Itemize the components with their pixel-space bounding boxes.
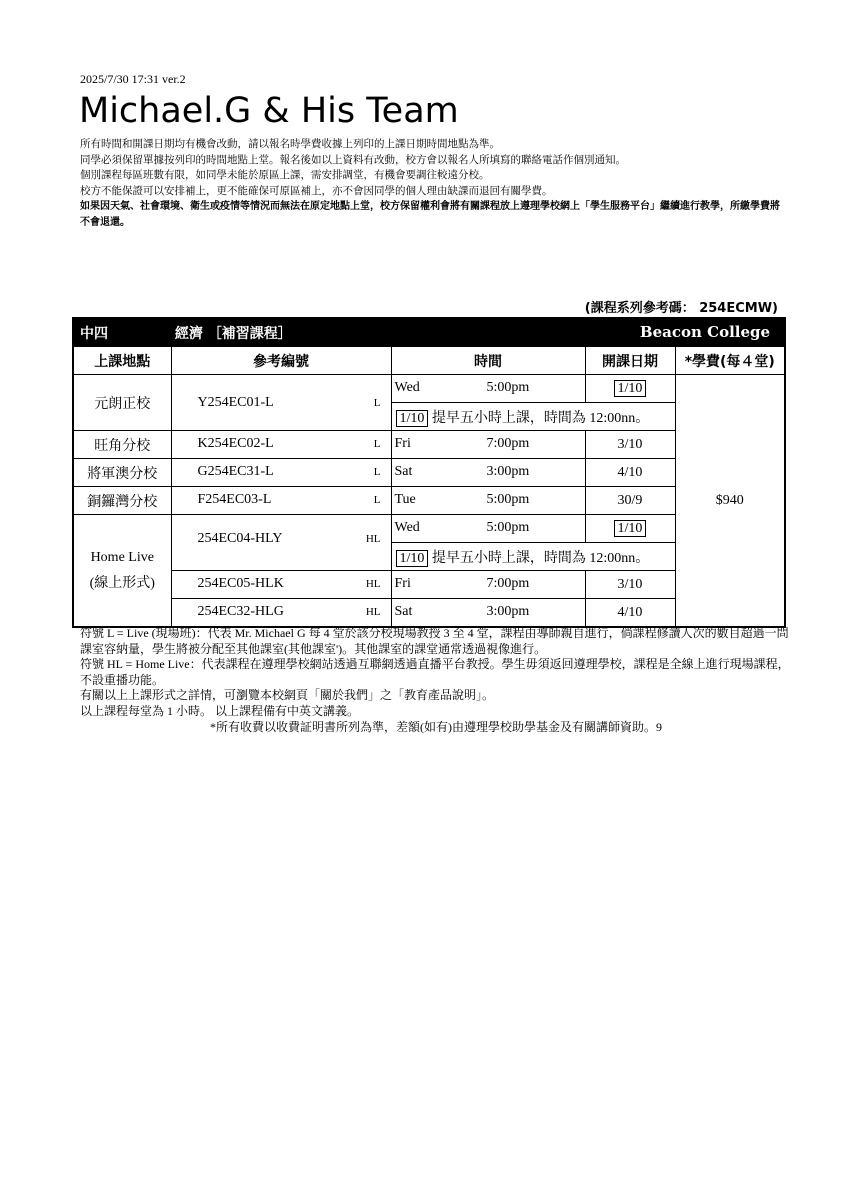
course-type: HL	[365, 533, 381, 545]
notice-block	[80, 137, 780, 230]
course-type: L	[373, 438, 381, 450]
table-row	[73, 375, 785, 403]
time-cell	[391, 571, 585, 599]
course-code: 254EC05-HLK	[197, 576, 284, 591]
fee-disclaimer: *所有收費以收費証明書所列為準，差額(如有)由遵理學校助學基金及有關講師資助。9	[210, 719, 662, 734]
footer-line: 以上課程每堂為 1 小時。 以上課程備有中英文講義。	[80, 703, 360, 718]
course-code: K254EC02-L	[197, 436, 274, 451]
start-time: 7:00pm	[486, 436, 530, 451]
code-cell	[171, 459, 391, 487]
weekday: Fri	[394, 576, 411, 591]
note-date: 1/10	[396, 550, 429, 567]
weekday: Fri	[394, 436, 411, 451]
weekday: Sat	[394, 464, 413, 479]
course-type: L	[373, 494, 381, 506]
weekday: Wed	[394, 520, 420, 535]
code-cell	[171, 431, 391, 459]
series-reference: (課程系列參考碼： 254ECMW)	[584, 301, 778, 316]
start-date: 1/10	[614, 380, 647, 397]
code-cell	[171, 487, 391, 515]
time-cell	[391, 487, 585, 515]
level-label: 中四	[80, 325, 108, 342]
start-time: 5:00pm	[486, 380, 530, 395]
notice-line: 個別課程每區班數有限，如同學未能於原區上課，需安排調堂，有機會要調往較遠分校。	[80, 170, 490, 181]
start-date: 3/10	[585, 571, 675, 599]
start-date: 30/9	[585, 487, 675, 515]
location-cell: 元朗正校	[73, 375, 171, 431]
notice-line: 所有時間和開課日期均有機會改動，請以報名時學費收據上列印的上課日期時間地點為準。	[80, 139, 500, 150]
col-header-code: 參考編號	[171, 347, 391, 375]
col-header-fee: *學費(每４堂)	[675, 347, 785, 375]
location-cell: 銅鑼灣分校	[73, 487, 171, 515]
notice-line: 同學必須保留單據按列印的時間地點上堂。報名後如以上資料有改動，校方會以報名人所填寫的聯絡電話作個別通知。	[80, 154, 626, 166]
notice-line: 校方不能保證可以安排補上，更不能確保可原區補上，亦不會因同學的個人理由缺課而退回有關學費。	[80, 185, 553, 197]
location-cell-homelive	[73, 515, 171, 628]
start-date: 4/10	[585, 459, 675, 487]
table-banner	[73, 318, 785, 347]
col-header-location: 上課地點	[73, 347, 171, 375]
date-cell	[585, 375, 675, 403]
col-header-date: 開課日期	[585, 347, 675, 375]
footer-notes	[80, 626, 792, 735]
homelive-label: Home Live	[90, 549, 154, 565]
start-time: 7:00pm	[486, 576, 530, 591]
fee-cell: $940	[675, 375, 785, 628]
page-title: Michael.G & His Team	[79, 91, 459, 131]
notice-bold: 如果因天氣、社會環境、衛生或疫情等情況而無法在原定地點上堂，校方保留權利會將有關課程放上遵理學校網上「學生服務平台」繼續進行教學，所繳學費將不會退還。	[80, 201, 780, 228]
weekday: Sat	[394, 604, 413, 619]
start-time: 5:00pm	[486, 520, 530, 535]
note-text: 提早五小時上課，時間為 12:00nn。	[431, 410, 650, 426]
note-cell	[391, 543, 675, 571]
date-cell	[585, 515, 675, 543]
start-time: 3:00pm	[486, 604, 530, 619]
note-text: 提早五小時上課，時間為 12:00nn。	[431, 550, 650, 566]
note-cell	[391, 403, 675, 431]
course-code: F254EC03-L	[197, 492, 272, 507]
start-time: 5:00pm	[486, 492, 530, 507]
code-cell	[171, 599, 391, 628]
location-cell: 旺角分校	[73, 431, 171, 459]
course-code: G254EC31-L	[197, 464, 274, 479]
time-cell	[391, 431, 585, 459]
start-time: 3:00pm	[486, 464, 530, 479]
time-cell	[391, 375, 585, 403]
weekday: Wed	[394, 380, 420, 395]
code-cell	[171, 515, 391, 571]
location-cell: 將軍澳分校	[73, 459, 171, 487]
code-cell	[171, 375, 391, 431]
college-name: Beacon College	[639, 322, 771, 341]
version-stamp: 2025/7/30 17:31 ver.2	[80, 72, 186, 86]
footer-line: 有關以上上課形式之詳情，可瀏覽本校網頁「關於我們」之「教育產品說明」。	[80, 688, 495, 703]
weekday: Tue	[394, 492, 416, 507]
course-code: 254EC04-HLY	[197, 531, 283, 546]
course-type: L	[373, 466, 381, 478]
code-cell	[171, 571, 391, 599]
course-type: HL	[365, 606, 381, 618]
note-date: 1/10	[396, 410, 429, 427]
start-date: 3/10	[585, 431, 675, 459]
course-type: HL	[365, 578, 381, 590]
subject-label: 經濟 ［補習課程］	[174, 325, 292, 342]
time-cell	[391, 599, 585, 628]
col-header-time: 時間	[391, 347, 585, 375]
start-date: 4/10	[585, 599, 675, 628]
homelive-sublabel: (線上形式)	[89, 575, 155, 591]
course-code: Y254EC01-L	[197, 395, 274, 410]
schedule-table	[72, 317, 786, 628]
time-cell	[391, 459, 585, 487]
footer-line: 符號 HL = Home Live：代表課程在遵理學校網站透過互聯網透過直播平台教授。學生毋須返回遵理學校，課程是全線上進行現場課程，不設重播功能。	[80, 657, 790, 687]
footer-line: 符號 L = Live (現場班)：代表 Mr. Michael G 每 4 堂於該分校現場教授 3 至 4 堂，課程由導師親自進行，倘課程修讀人次的數目超過一問課室容納量，學生將被分配至其他課室(其他課室')。其他課室的課堂通常透過視像進行。	[80, 626, 789, 656]
time-cell	[391, 515, 585, 543]
course-code: 254EC32-HLG	[197, 604, 284, 619]
start-date: 1/10	[614, 520, 647, 537]
table-header	[73, 347, 785, 375]
course-type: L	[373, 397, 381, 409]
